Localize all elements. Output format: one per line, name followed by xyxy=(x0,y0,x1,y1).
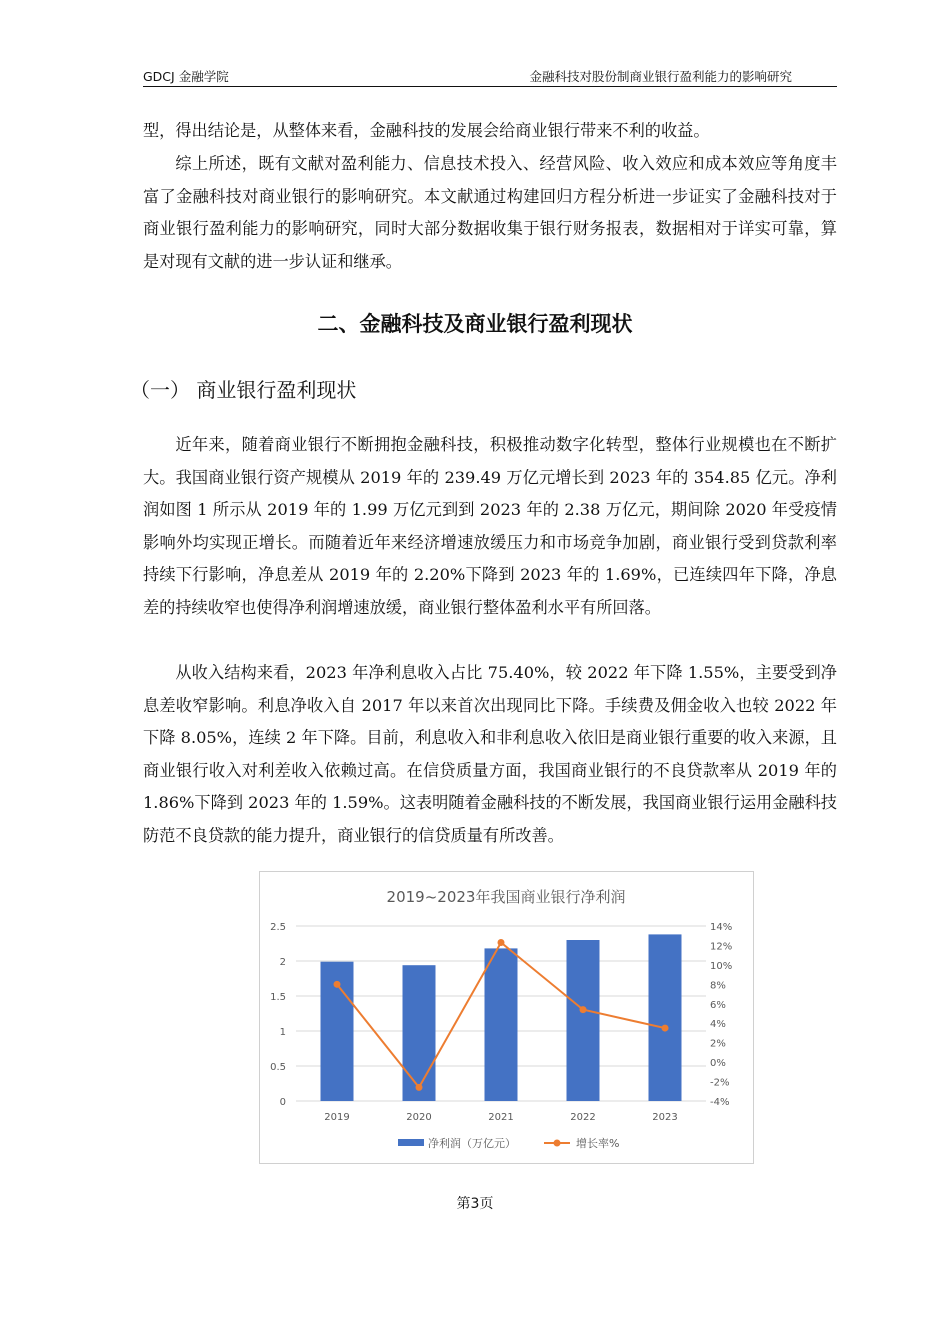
x-tick-label: 2022 xyxy=(570,1112,596,1123)
y-left-tick-label: 0 xyxy=(279,1097,286,1108)
y-right-tick-label: 2% xyxy=(710,1038,726,1050)
bar-2020 xyxy=(403,965,436,1101)
growth-point-2021 xyxy=(498,939,505,946)
bar-2021 xyxy=(485,948,518,1101)
x-tick-label: 2020 xyxy=(406,1112,432,1123)
chart-title: 2019~2023年我国商业银行净利润 xyxy=(386,888,626,906)
paragraph-1: 型，得出结论是，从整体来看，金融科技的发展会给商业银行带来不利的收益。 xyxy=(143,121,710,140)
paragraph-3: 近年来，随着商业银行不断拥抱金融科技，积极推动数字化转型，整体行业规模也在不断扩大。我国商业银行资产规模从 2019 年的 239.49 万亿元增长到 2023 年的 354.85 亿元。净利润如图 1 所示从 2019 年的 1.99 万亿元到到 2023 年的 2.38 万亿元，期间除 2020 年受疫情影响外均实现正增长。而随着近年来经济增速放缓压力和市场竞争加剧，商业银行受到贷款利率持续下行影响，净息差从 2019 年的 2.20%下降到 2023 年的 1.69%，已连续四年下降，净息差的持续收窄也使得净利润增速放缓，商业银行整体盈利水平有所回落。 xyxy=(143,435,837,617)
y-right-tick-label: 8% xyxy=(710,980,726,992)
x-tick-label: 2019 xyxy=(324,1112,350,1123)
y-left-tick-label: 0.5 xyxy=(270,1062,286,1073)
bar-series xyxy=(321,934,682,1101)
y-right-tick-label: -4% xyxy=(710,1097,730,1108)
paragraph-2: 综上所述，既有文献对盈利能力、信息技术投入、经营风险、收入效应和成本效应等角度丰富了金融科技对商业银行的影响研究。本文献通过构建回归方程分析进一步证实了金融科技对于商业银行盈利能力的影响研究，同时大部分数据收集于银行财务报表，数据相对于详实可靠，算是对现有文献的进一步认证和继承。 xyxy=(143,154,837,271)
paragraph-4: 从收入结构来看，2023 年净利息收入占比 75.40%，较 2022 年下降 1.55%，主要受到净息差收窄影响。利息净收入自 2017 年以来首次出现同比下降。手续费及佣金收入也较 2022 年下降 8.05%，连续 2 年下降。目前，利息收入和非利息收入依旧是商业银行重要的收入来源，且商业银行收入对利差收入依赖过高。在信贷质量方面，我国商业银行的不良贷款率从 2019 年的 1.86%下降到 2023 年的 1.59%。这表明随着金融科技的不断发展，我国商业银行运用金融科技防范不良贷款的能力提升，商业银行的信贷质量有所改善。 xyxy=(143,663,837,845)
x-tick-label: 2021 xyxy=(488,1112,514,1123)
y-right-tick-label: 14% xyxy=(710,922,733,933)
x-tick-label: 2023 xyxy=(652,1112,678,1123)
legend-line-marker xyxy=(554,1140,561,1147)
y-right-tick-label: 10% xyxy=(710,960,733,972)
legend-line-label: 增长率% xyxy=(576,1137,620,1150)
chart-canvas xyxy=(260,872,753,1163)
y-right-tick-label: -2% xyxy=(710,1077,730,1089)
y-right-tick-label: 12% xyxy=(710,941,733,953)
page-header xyxy=(143,66,837,87)
legend-bar-swatch xyxy=(398,1139,424,1146)
growth-point-2022 xyxy=(580,1006,587,1013)
y-left-tick-label: 2.5 xyxy=(270,922,286,933)
y-right-tick-label: 4% xyxy=(710,1019,726,1031)
y-left-tick-label: 2 xyxy=(279,957,286,968)
y-right-tick-label: 6% xyxy=(710,999,726,1011)
y-left-tick-label: 1 xyxy=(279,1027,286,1038)
growth-point-2019 xyxy=(334,981,341,988)
section-title: 二、金融科技及商业银行盈利现状 xyxy=(317,312,633,336)
header-paper-title: 金融科技对股份制商业银行盈利能力的影响研究 xyxy=(529,69,792,84)
header-school: GDCJ 金融学院 xyxy=(143,69,229,84)
legend-bar-label: 净利润（万亿元） xyxy=(428,1137,516,1150)
y-left-tick-label: 1.5 xyxy=(270,992,286,1003)
bar-2023 xyxy=(649,934,682,1101)
chart-legend xyxy=(398,1136,619,1150)
growth-point-2023 xyxy=(662,1025,669,1032)
subsection-title: （一） 商业银行盈利现状 xyxy=(130,378,357,402)
bar-2022 xyxy=(567,940,600,1101)
page-number: 第3页 xyxy=(456,1196,494,1212)
y-right-tick-label: 0% xyxy=(710,1058,726,1070)
net-profit-chart xyxy=(259,871,754,1164)
growth-point-2020 xyxy=(416,1084,423,1091)
